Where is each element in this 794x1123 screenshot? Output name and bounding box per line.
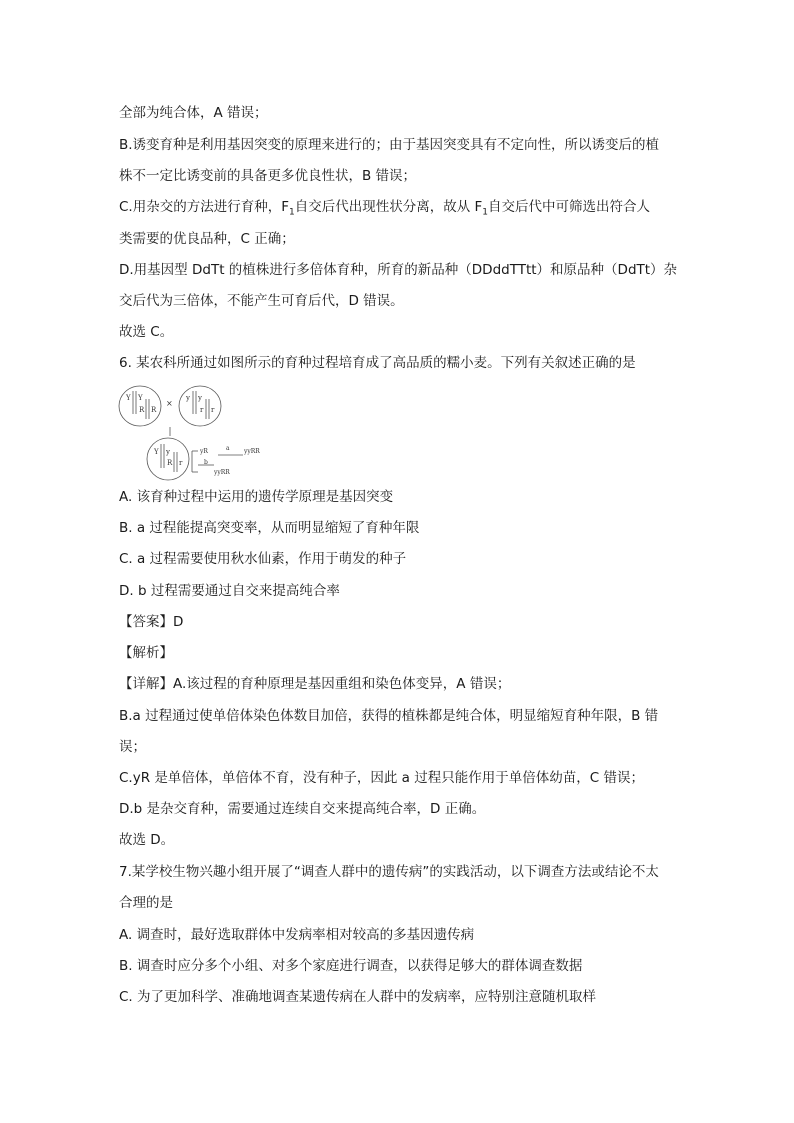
svg-text:yyRR: yyRR xyxy=(244,448,260,455)
svg-text:r: r xyxy=(200,406,204,414)
svg-text:a: a xyxy=(226,445,230,452)
svg-text:yyRR: yyRR xyxy=(214,469,230,476)
option-c: C. 为了更加科学、准确地调查某遗传病在人群中的发病率，应特别注意随机取样 xyxy=(119,989,597,1005)
text-line: 合理的是 xyxy=(119,895,173,911)
text-line: 交后代为三倍体，不能产生可育后代，D 错误。 xyxy=(119,293,404,309)
analysis-label: 【解析】 xyxy=(119,645,173,661)
option-d: D. b 过程需要通过自交来提高纯合率 xyxy=(119,583,340,599)
svg-text:b: b xyxy=(204,459,208,466)
svg-text:Y: Y xyxy=(138,394,143,402)
text-line: D.b 是杂交育种，需要通过连续自交来提高纯合率，D 正确。 xyxy=(119,801,486,817)
text-line: 全部为纯合体，A 错误； xyxy=(119,105,268,121)
option-b: B. a 过程能提高突变率，从而明显缩短了育种年限 xyxy=(119,520,420,536)
svg-text:r: r xyxy=(179,459,183,467)
option-a: A. 调查时，最好选取群体中发病率相对较高的多基因遗传病 xyxy=(119,927,475,943)
svg-text:R: R xyxy=(151,406,157,414)
breeding-diagram xyxy=(118,384,278,484)
svg-text:yR: yR xyxy=(200,448,208,455)
svg-text:Y: Y xyxy=(154,448,159,456)
text-line-with-subscripts: C.用杂交的方法进行育种，$F_1$自交后代出现性状分离，故从 $F_1$自交后代中可筛选出符合人 xyxy=(119,199,651,218)
svg-text:y: y xyxy=(166,448,170,456)
text-line: D.用基因型 DdTt 的植株进行多倍体育种，所育的新品种（DDddTTtt）和原品种（DdTt）杂 xyxy=(119,262,678,278)
answer-label: 【答案】D xyxy=(119,614,184,630)
svg-text:R: R xyxy=(167,459,173,467)
text-line: B.a 过程通过使单倍体染色体数目加倍，获得的植株都是纯合体，明显缩短育种年限，B 错 xyxy=(119,708,659,724)
svg-text:Y: Y xyxy=(126,394,131,402)
question-6-stem: 6. 某农科所通过如图所示的育种过程培育成了高品质的糯小麦。下列有关叙述正确的是 xyxy=(119,355,636,371)
text-line: C.yR 是单倍体，单倍体不育，没有种子，因此 a 过程只能作用于单倍体幼苗，C 错误； xyxy=(119,770,644,786)
svg-text:R: R xyxy=(139,406,145,414)
text-line: 【详解】A.该过程的育种原理是基因重组和染色体变异，A 错误； xyxy=(119,676,511,692)
text-line: 误； xyxy=(119,739,146,755)
text-line: 故选 C。 xyxy=(119,324,174,340)
svg-text:y: y xyxy=(198,394,202,402)
option-a: A. 该育种过程中运用的遗传学原理是基因突变 xyxy=(119,489,394,505)
text-line: 故选 D。 xyxy=(119,832,175,848)
svg-text:×: × xyxy=(166,399,173,408)
text-line: B.诱变育种是利用基因突变的原理来进行的；由于基因突变具有不定向性，所以诱变后的植 xyxy=(119,137,660,153)
option-b: B. 调查时应分多个小组、对多个家庭进行调查，以获得足够大的群体调查数据 xyxy=(119,958,583,974)
svg-text:r: r xyxy=(211,406,215,414)
question-7-stem: 7.某学校生物兴趣小组开展了“调查人群中的遗传病”的实践活动，以下调查方法或结论不太 xyxy=(119,864,659,880)
text-line: 类需要的优良品种，C 正确； xyxy=(119,231,295,247)
svg-text:y: y xyxy=(186,394,190,402)
option-c: C. a 过程需要使用秋水仙素，作用于萌发的种子 xyxy=(119,551,407,567)
text-line: 株不一定比诱变前的具备更多优良性状，B 错误； xyxy=(119,168,417,184)
